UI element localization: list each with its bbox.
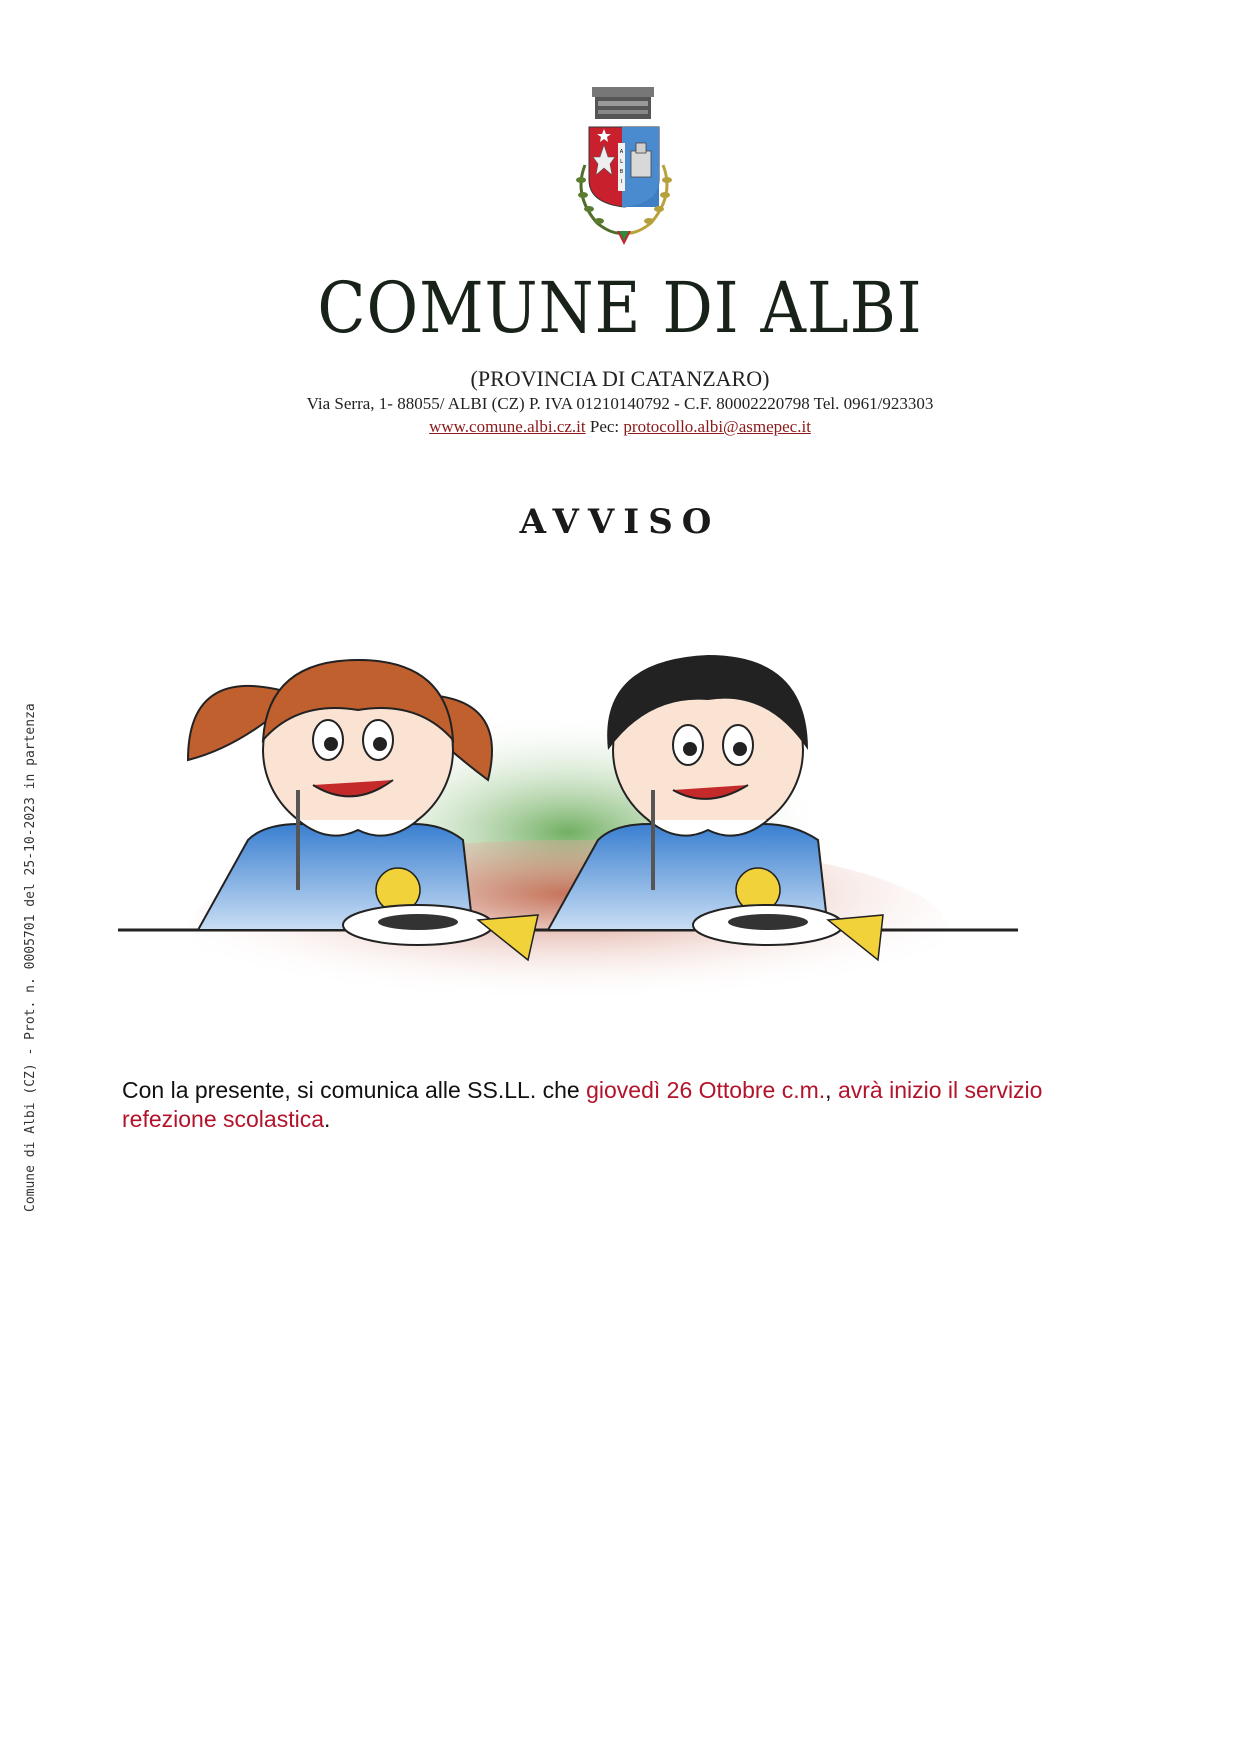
coat-of-arms-icon: [567, 85, 687, 255]
notice-body: [122, 1076, 1142, 1134]
notice-text-2: ,: [825, 1077, 838, 1103]
contact-links: [0, 417, 1240, 437]
notice-service: avrà inizio il servizio refezione scolastica: [122, 1077, 1043, 1132]
notice-heading: AVVISO: [519, 502, 721, 542]
province-line: (PROVINCIA DI CATANZARO): [470, 366, 770, 391]
notice-date: giovedì 26 Ottobre c.m.: [586, 1077, 826, 1103]
svg-text:L: L: [620, 159, 623, 165]
svg-text:I: I: [620, 179, 623, 185]
protocol-stamp: Comune di Albi (CZ) - Prot. n. 0005701 del 25-10-2023 in partenza: [23, 703, 38, 1212]
pec-label: Pec:: [589, 417, 620, 436]
crest-label: A: [619, 149, 624, 155]
children-eating-icon: [118, 640, 1018, 1020]
svg-text:B: B: [619, 169, 624, 175]
address-line: Via Serra, 1- 88055/ ALBI (CZ) P. IVA 01210140792 - C.F. 80002220798 Tel. 0961/923303: [306, 394, 934, 413]
pec-email-link[interactable]: protocollo.albi@asmepec.it: [623, 417, 811, 436]
notice-text-1: Con la presente, si comunica alle SS.LL. che: [122, 1077, 587, 1103]
website-link[interactable]: www.comune.albi.cz.it: [429, 417, 586, 436]
page-title: COMUNE DI ALBI: [317, 267, 923, 349]
notice-text-3: .: [324, 1106, 331, 1132]
